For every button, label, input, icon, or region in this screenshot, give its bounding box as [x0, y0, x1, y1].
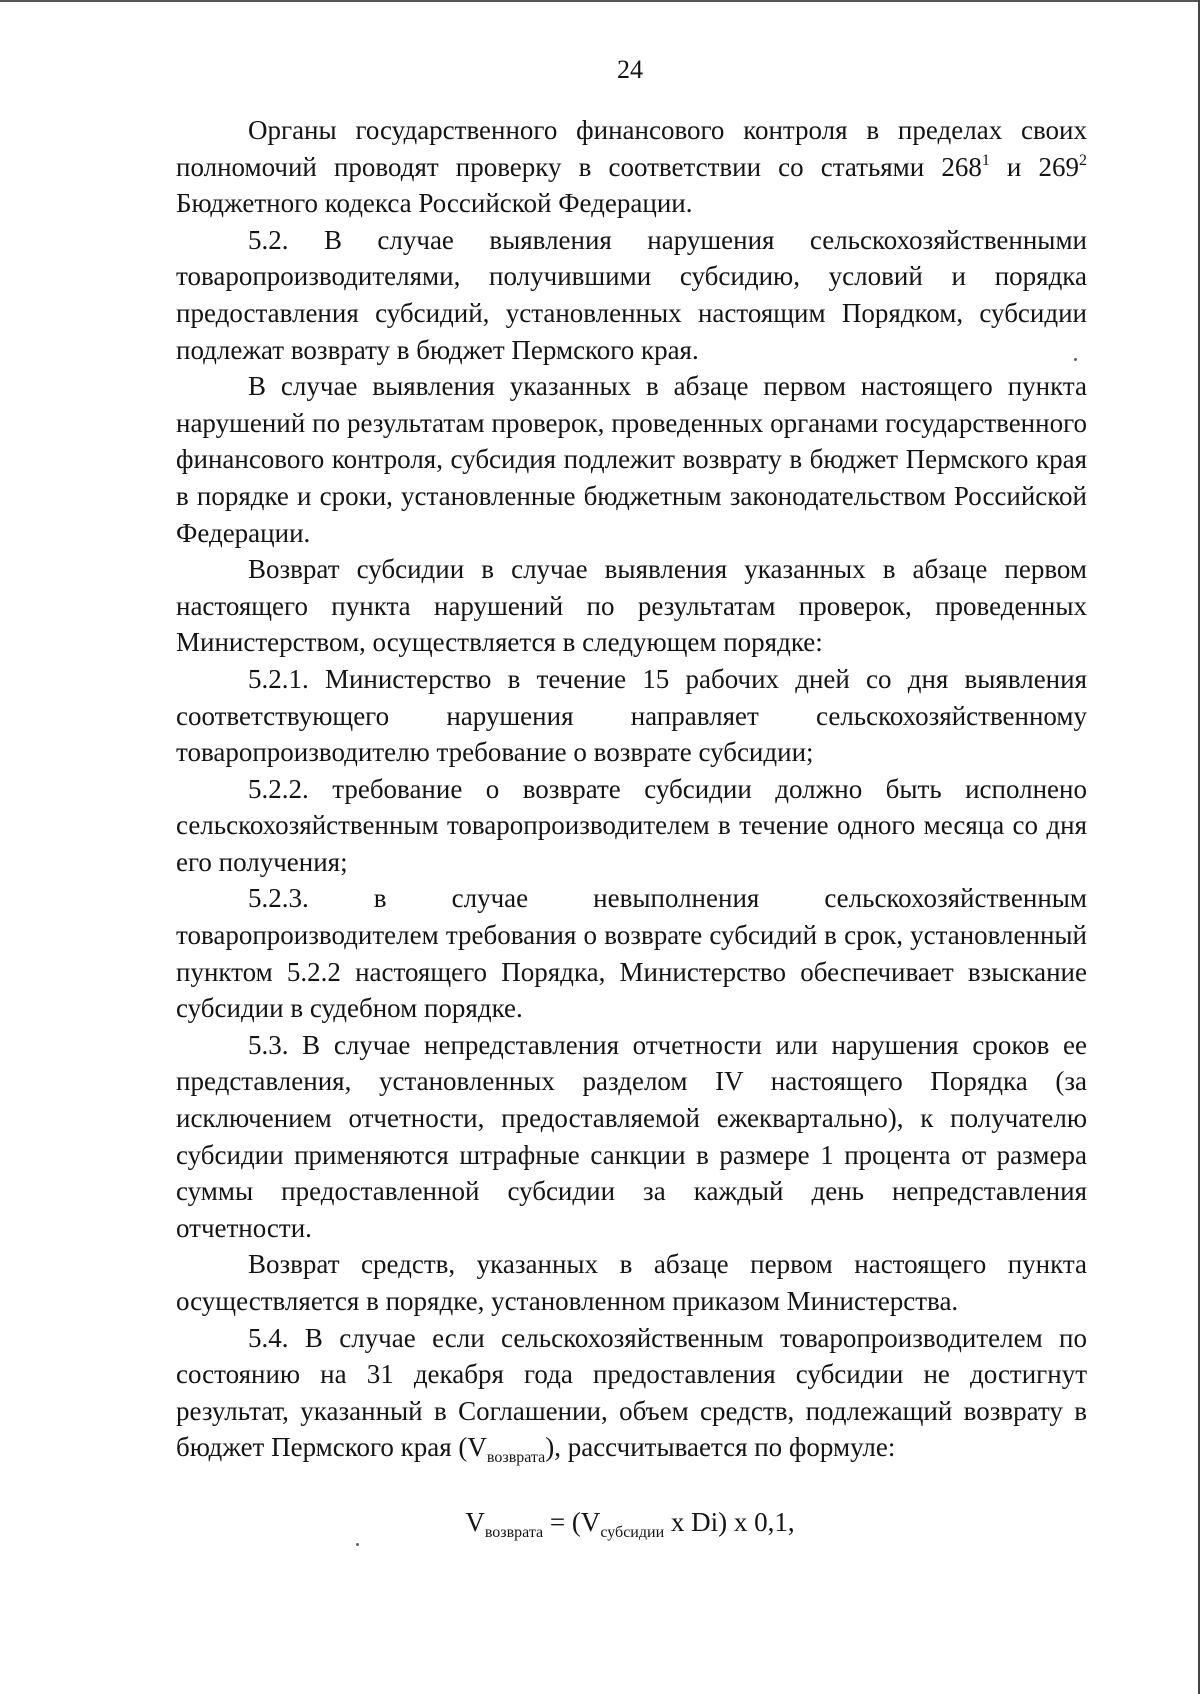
- subscript: возврата: [486, 1449, 546, 1467]
- return-formula: [0, 1504, 1200, 1540]
- paragraph-text: Бюджетного кодекса Российской Федерации.: [176, 188, 693, 219]
- paragraph-text: ), рассчитывается по формуле:: [545, 1432, 896, 1463]
- scan-speck: [356, 1543, 359, 1546]
- formula-operator: = (V: [543, 1507, 601, 1537]
- scan-speck: [1074, 358, 1077, 361]
- paragraph-text: Органы государственного финансового контроля в пределах своих полномочий проводят проверку в соответствии со статьями 268: [176, 115, 1087, 182]
- paragraph-text: и 269: [989, 151, 1079, 182]
- paragraph-violations-return: В случае выявления указанных в абзаце первом настоящего пункта нарушений по результатам проверок, проведенных органами государственного финансового контроля, субсидия подлежит возврату в бюджет Пермского края в порядке и сроки, установленные бюджетным законодательством Российской Федерации.: [176, 371, 1087, 548]
- page-number: 24: [617, 55, 643, 84]
- document-body: [176, 112, 1087, 1466]
- scan-edge-top: [0, 0, 1200, 2]
- paragraph-funds-return: Возврат средств, указанных в абзаце первом настоящего пункта осуществляется в порядке, установленном приказом Министерства.: [176, 1249, 1087, 1316]
- formula-subscript: субсидии: [600, 1524, 665, 1541]
- paragraph-5-3: 5.3. В случае непредставления отчетности или нарушения сроков ее представления, установленных разделом IV настоящего Порядка (за исключением отчетности, предоставляемой ежеквартально), к получателю субсидии применяются штрафные санкции в размере 1 процента от размера суммы предоставленной субсидии за каждый день непредставления отчетности.: [176, 1029, 1087, 1243]
- formula-subscript: возврата: [484, 1524, 544, 1541]
- formula-variable: V: [465, 1507, 485, 1537]
- paragraph-return-procedure: Возврат субсидии в случае выявления указанных в абзаце первом настоящего пункта нарушений по результатам проверок, проведенных Министерством, осуществляется в следующем порядке:: [176, 554, 1087, 658]
- paragraph-5-2-3: 5.2.3. в случае невыполнения сельскохозяйственным товаропроизводителем требования о возврате субсидий в срок, установленный пунктом 5.2.2 настоящего Порядка, Министерство обеспечивает взыскание субсидии в судебном порядке.: [176, 883, 1087, 1024]
- paragraph-5-2-2: 5.2.2. требование о возврате субсидии должно быть исполнено сельскохозяйственным товаропроизводителем в течение одного месяца со дня его получения;: [176, 773, 1087, 877]
- paragraph-5-4: [176, 1320, 1087, 1466]
- paragraph-text: 5.4. В случае если сельскохозяйственным товаропроизводителем по состоянию на 31 декабря года предоставления субсидии не достигнут результат, указанный в Соглашении, объем средств, подлежащий возврату в бюджет Пермского края (V: [176, 1322, 1087, 1463]
- formula-tail: x Di) x 0,1,: [664, 1507, 795, 1537]
- paragraph-control-bodies: [176, 112, 1087, 222]
- superscript: 2: [1079, 151, 1087, 169]
- superscript: 1: [981, 151, 990, 169]
- paragraph-5-2-1: 5.2.1. Министерство в течение 15 рабочих дней со дня выявления соответствующего нарушения направляет сельскохозяйственному товаропроизводителю требование о возврате субсидии;: [176, 663, 1087, 768]
- paragraph-5-2: 5.2. В случае выявления нарушения сельскохозяйственными товаропроизводителями, получившими субсидию, условий и порядка предоставления субсидий, установленных настоящим Порядком, субсидии подлежат возврату в бюджет Пермского края.: [176, 224, 1087, 365]
